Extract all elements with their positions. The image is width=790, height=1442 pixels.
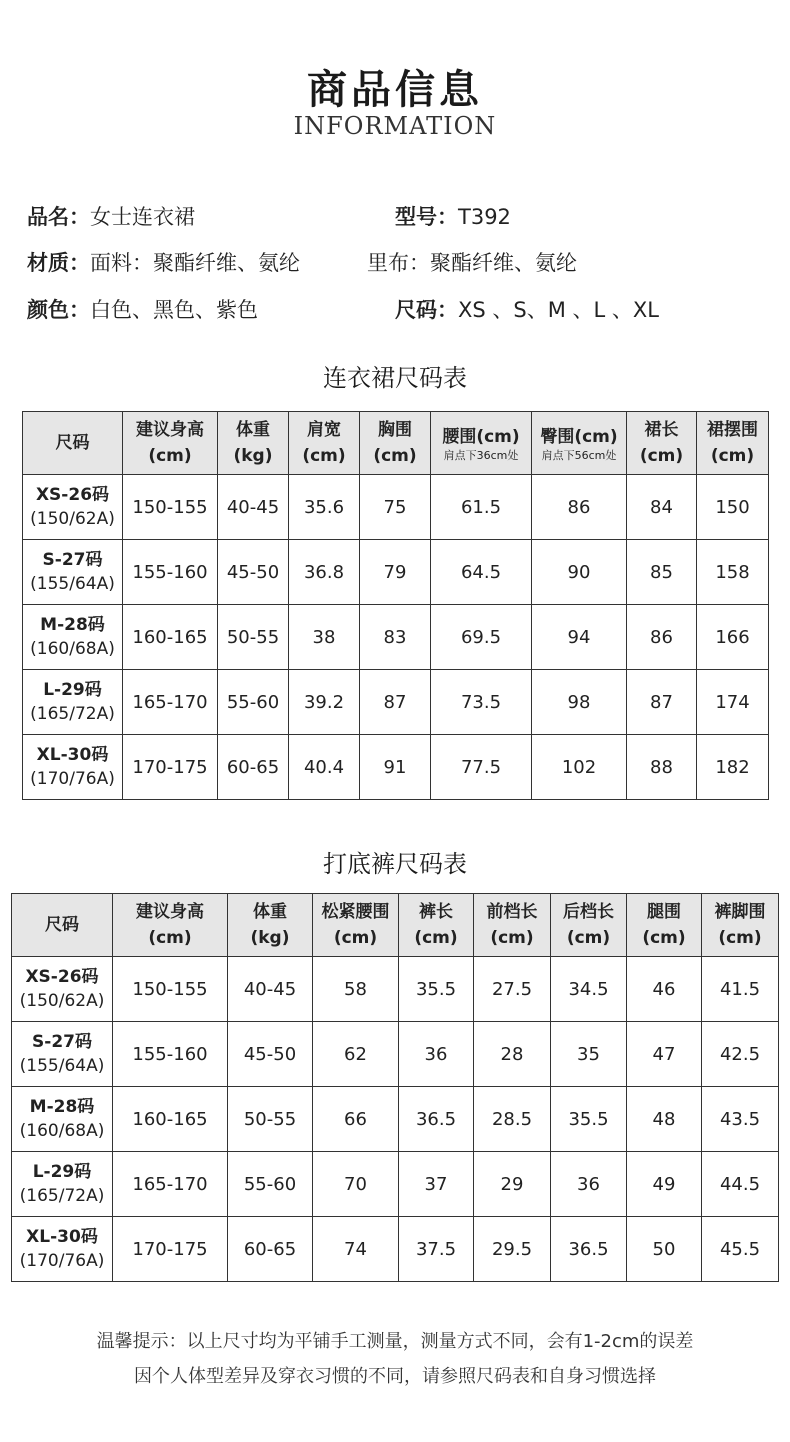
dress-table-cell: 79 <box>360 540 431 605</box>
pants-table-cell: 35.5 <box>399 957 474 1022</box>
info-name <box>27 201 195 231</box>
info-color <box>27 294 258 324</box>
pants-table-cell: 36 <box>399 1022 474 1087</box>
pants-table-cell: 48 <box>627 1087 702 1152</box>
pants-size-spec: (155/64A) <box>19 1056 105 1076</box>
pants-header-weight-unit: (kg) <box>250 928 290 948</box>
pants-header-thigh-label: 腿围 <box>647 902 681 922</box>
info-material-label: 材质： <box>27 251 90 275</box>
pants-table-cell: 46 <box>627 957 702 1022</box>
dress-header-length-unit: (cm) <box>639 446 684 466</box>
info-lining-label: 里布： <box>367 251 430 275</box>
dress-table-cell: 182 <box>697 735 769 800</box>
dress-header-shoulder-unit: (cm) <box>302 446 346 466</box>
dress-size-cell <box>23 475 123 540</box>
pants-header-height <box>113 894 228 957</box>
pants-size-label: XS-26码 <box>25 967 99 987</box>
dress-header-hip-label: 臀围(cm) <box>540 427 618 447</box>
pants-table-cell: 70 <box>313 1152 399 1217</box>
page-title: 商品信息 <box>307 67 483 113</box>
dress-size-label: XS-26码 <box>35 485 110 505</box>
pants-header-size-label: 尺码 <box>45 915 79 935</box>
pants-table-cell: 40-45 <box>228 957 313 1022</box>
dress-table-cell: 102 <box>532 735 627 800</box>
dress-table-cell: 160-165 <box>123 605 218 670</box>
dress-table-cell: 83 <box>360 605 431 670</box>
dress-table-cell: 98 <box>532 670 627 735</box>
dress-header-bust-label: 胸围 <box>378 420 412 440</box>
pants-table-cell: 49 <box>627 1152 702 1217</box>
dress-table-row <box>23 475 769 540</box>
dress-header-hip-note: 肩点下56cm处 <box>541 449 617 462</box>
dress-size-cell <box>23 605 123 670</box>
dress-size-spec: (150/62A) <box>30 509 115 529</box>
dress-header-bust-unit: (cm) <box>373 446 417 466</box>
pants-table-cell: 44.5 <box>702 1152 779 1217</box>
pants-header-leg-opening <box>702 894 779 957</box>
pants-size-cell <box>12 957 113 1022</box>
dress-table-cell: 61.5 <box>431 475 532 540</box>
dress-header-waist <box>431 412 532 475</box>
dress-header-waist-label: 腰围(cm) <box>442 427 520 447</box>
dress-table-cell: 165-170 <box>123 670 218 735</box>
pants-table-cell: 28.5 <box>474 1087 551 1152</box>
dress-header-size <box>23 412 123 475</box>
dress-table-cell: 39.2 <box>289 670 360 735</box>
pants-table-cell: 35.5 <box>551 1087 627 1152</box>
dress-table-cell: 40.4 <box>289 735 360 800</box>
info-color-value: 白色、黑色、紫色 <box>90 298 258 322</box>
dress-table-cell: 86 <box>532 475 627 540</box>
dress-table-cell: 86 <box>627 605 697 670</box>
pants-size-label: M-28码 <box>29 1097 95 1117</box>
dress-table-cell: 84 <box>627 475 697 540</box>
dress-table-cell: 45-50 <box>218 540 289 605</box>
dress-table-row <box>23 540 769 605</box>
dress-header-waist-note: 肩点下36cm处 <box>443 449 519 462</box>
info-model-label: 型号： <box>395 205 458 229</box>
pants-table-cell: 35 <box>551 1022 627 1087</box>
dress-table-cell: 87 <box>627 670 697 735</box>
pants-size-spec: (150/62A) <box>19 991 105 1011</box>
page-subtitle: INFORMATION <box>293 112 497 140</box>
info-lining <box>367 247 577 277</box>
pants-table-row <box>12 1022 779 1087</box>
pants-table-cell: 37 <box>399 1152 474 1217</box>
dress-header-bust <box>360 412 431 475</box>
pants-table-cell: 50-55 <box>228 1087 313 1152</box>
footer-note-2: 因个人体型差异及穿衣习惯的不同，请参照尺码表和自身习惯选择 <box>134 1366 656 1387</box>
pants-table-title: 打底裤尺码表 <box>323 850 467 878</box>
pants-table-cell: 47 <box>627 1022 702 1087</box>
dress-table-cell: 166 <box>697 605 769 670</box>
dress-size-label: L-29码 <box>43 680 102 700</box>
info-name-label: 品名： <box>27 205 90 229</box>
dress-table-cell: 94 <box>532 605 627 670</box>
dress-header-shoulder-label: 肩宽 <box>307 420 341 440</box>
dress-table-row <box>23 735 769 800</box>
dress-size-label: S-27码 <box>42 550 103 570</box>
pants-table-row <box>12 957 779 1022</box>
pants-header-weight <box>228 894 313 957</box>
dress-header-shoulder <box>289 412 360 475</box>
info-size-label: 尺码： <box>395 298 458 322</box>
pants-table-cell: 170-175 <box>113 1217 228 1282</box>
dress-header-weight-label: 体重 <box>236 420 270 440</box>
pants-table-row <box>12 1152 779 1217</box>
dress-size-cell <box>23 670 123 735</box>
dress-table-cell: 36.8 <box>289 540 360 605</box>
pants-header-thigh-unit: (cm) <box>642 928 686 948</box>
dress-table-cell: 75 <box>360 475 431 540</box>
info-name-value: 女士连衣裙 <box>90 205 195 229</box>
pants-table-cell: 37.5 <box>399 1217 474 1282</box>
pants-table-body <box>12 957 779 1282</box>
dress-header-weight-unit: (kg) <box>233 446 273 466</box>
pants-table-cell: 36 <box>551 1152 627 1217</box>
dress-table-cell: 87 <box>360 670 431 735</box>
dress-table-cell: 60-65 <box>218 735 289 800</box>
pants-size-label: XL-30码 <box>26 1227 98 1247</box>
pants-header-length-unit: (cm) <box>414 928 458 948</box>
info-model <box>395 201 511 231</box>
pants-size-spec: (165/72A) <box>19 1186 105 1206</box>
pants-table-cell: 29.5 <box>474 1217 551 1282</box>
pants-header-row <box>12 894 779 957</box>
pants-header-waist-unit: (cm) <box>333 928 378 948</box>
pants-header-leg-opening-label: 裤脚围 <box>714 902 766 922</box>
dress-table-cell: 85 <box>627 540 697 605</box>
dress-header-hem-label: 裙摆围 <box>707 420 758 440</box>
pants-table-cell: 42.5 <box>702 1022 779 1087</box>
pants-header-waist-label: 松紧腰围 <box>321 902 390 922</box>
dress-header-height-unit: (cm) <box>148 446 192 466</box>
pants-table-cell: 160-165 <box>113 1087 228 1152</box>
info-size-value: XS 、S、M 、L 、XL <box>458 298 659 322</box>
pants-header-front-rise <box>474 894 551 957</box>
pants-header-back-rise <box>551 894 627 957</box>
dress-table-cell: 35.6 <box>289 475 360 540</box>
pants-header-front-rise-unit: (cm) <box>490 928 534 948</box>
dress-table-body <box>23 475 769 800</box>
pants-table-cell: 55-60 <box>228 1152 313 1217</box>
pants-table-cell: 36.5 <box>399 1087 474 1152</box>
pants-header-back-rise-unit: (cm) <box>566 928 611 948</box>
pants-size-cell <box>12 1152 113 1217</box>
dress-table-cell: 50-55 <box>218 605 289 670</box>
pants-size-label: S-27码 <box>32 1032 92 1052</box>
pants-header-back-rise-label: 后档长 <box>563 902 614 922</box>
info-material <box>27 247 300 277</box>
dress-table-cell: 69.5 <box>431 605 532 670</box>
pants-size-spec: (160/68A) <box>19 1121 105 1141</box>
pants-header-leg-opening-unit: (cm) <box>718 928 762 948</box>
info-size <box>395 294 659 324</box>
pants-table-cell: 58 <box>313 957 399 1022</box>
dress-header-hem <box>697 412 769 475</box>
pants-table-cell: 28 <box>474 1022 551 1087</box>
pants-table-row <box>12 1087 779 1152</box>
pants-table-cell: 27.5 <box>474 957 551 1022</box>
pants-table-row <box>12 1217 779 1282</box>
pants-header-waist <box>313 894 399 957</box>
pants-table-cell: 150-155 <box>113 957 228 1022</box>
pants-header-height-label: 建议身高 <box>136 902 204 922</box>
pants-header-size <box>12 894 113 957</box>
dress-table-cell: 150 <box>697 475 769 540</box>
dress-size-spec: (165/72A) <box>30 704 115 724</box>
dress-header-height <box>123 412 218 475</box>
dress-table-cell: 73.5 <box>431 670 532 735</box>
dress-header-length-label: 裙长 <box>644 420 679 440</box>
pants-table-cell: 155-160 <box>113 1022 228 1087</box>
info-material-value: 面料：聚酯纤维、氨纶 <box>90 251 300 275</box>
pants-table-cell: 34.5 <box>551 957 627 1022</box>
dress-table-cell: 40-45 <box>218 475 289 540</box>
info-model-value: T392 <box>458 205 511 229</box>
dress-header-length <box>627 412 697 475</box>
pants-table-cell: 66 <box>313 1087 399 1152</box>
pants-table-cell: 62 <box>313 1022 399 1087</box>
dress-size-spec: (160/68A) <box>30 639 115 659</box>
dress-table-cell: 90 <box>532 540 627 605</box>
dress-size-label: XL-30码 <box>36 745 109 765</box>
pants-header-height-unit: (cm) <box>148 928 192 948</box>
dress-header-size-label: 尺码 <box>55 433 90 453</box>
pants-header-thigh <box>627 894 702 957</box>
dress-table-cell: 170-175 <box>123 735 218 800</box>
pants-table-cell: 41.5 <box>702 957 779 1022</box>
pants-header-length <box>399 894 474 957</box>
pants-size-cell <box>12 1217 113 1282</box>
dress-header-row <box>23 412 769 475</box>
dress-size-spec: (155/64A) <box>30 574 115 594</box>
pants-table-cell: 74 <box>313 1217 399 1282</box>
dress-size-spec: (170/76A) <box>30 769 115 789</box>
dress-table-row <box>23 605 769 670</box>
pants-table-cell: 165-170 <box>113 1152 228 1217</box>
dress-table-cell: 155-160 <box>123 540 218 605</box>
dress-table-cell: 55-60 <box>218 670 289 735</box>
pants-table-cell: 29 <box>474 1152 551 1217</box>
dress-header-hip <box>532 412 627 475</box>
pants-table-cell: 50 <box>627 1217 702 1282</box>
pants-header-weight-label: 体重 <box>253 902 287 922</box>
pants-header-front-rise-label: 前档长 <box>486 902 538 922</box>
pants-table-cell: 45.5 <box>702 1217 779 1282</box>
pants-size-cell <box>12 1087 113 1152</box>
pants-header-length-label: 裤长 <box>419 902 453 922</box>
info-color-label: 颜色： <box>27 298 90 322</box>
dress-table-cell: 158 <box>697 540 769 605</box>
dress-header-weight <box>218 412 289 475</box>
pants-size-cell <box>12 1022 113 1087</box>
dress-header-height-label: 建议身高 <box>136 420 204 440</box>
footer-note-1: 温馨提示：以上尺寸均为平铺手工测量，测量方式不同，会有1-2cm的误差 <box>96 1331 694 1352</box>
dress-table-cell: 77.5 <box>431 735 532 800</box>
dress-size-cell <box>23 540 123 605</box>
dress-table-cell: 38 <box>289 605 360 670</box>
dress-table-cell: 64.5 <box>431 540 532 605</box>
dress-table-cell: 91 <box>360 735 431 800</box>
dress-table-cell: 174 <box>697 670 769 735</box>
dress-table-row <box>23 670 769 735</box>
pants-table-cell: 60-65 <box>228 1217 313 1282</box>
pants-table-cell: 45-50 <box>228 1022 313 1087</box>
pants-table-cell: 36.5 <box>551 1217 627 1282</box>
dress-header-hem-unit: (cm) <box>710 446 755 466</box>
dress-size-label: M-28码 <box>40 615 105 635</box>
dress-table-cell: 150-155 <box>123 475 218 540</box>
dress-table-title: 连衣裙尺码表 <box>323 364 467 392</box>
pants-size-label: L-29码 <box>32 1162 92 1182</box>
pants-size-table <box>11 893 779 1282</box>
dress-table-cell: 88 <box>627 735 697 800</box>
dress-size-cell <box>23 735 123 800</box>
pants-table-cell: 43.5 <box>702 1087 779 1152</box>
pants-size-spec: (170/76A) <box>19 1251 105 1271</box>
dress-size-table <box>22 411 769 800</box>
info-lining-value: 聚酯纤维、氨纶 <box>430 251 577 275</box>
